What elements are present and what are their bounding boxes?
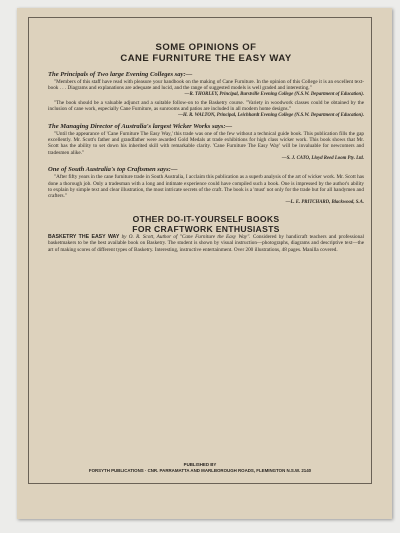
opinions-content: [48, 42, 364, 253]
publisher-footer: [28, 462, 372, 474]
main-title-line1: SOME OPINIONS OF: [155, 42, 257, 53]
book-description: Considered by handicraft teachers and professional basketmakers to be the best available book on Basketry. The student is shown by visual instruction—photographs, diagrams and descriptive text—the art of making scores of different types of Basketry. Interesting, instructive entertainment. Over 200 illustrations, 48 pages. Manilla covered.: [48, 233, 364, 253]
quote-cite: —R. THORLEY, Principal, Burstville Evening College (N.S.W. Department of Education).: [184, 91, 364, 97]
book-listing: [48, 234, 364, 253]
main-title-line2: CANE FURNITURE THE EASY WAY: [120, 53, 292, 64]
quote-text: "The book should be a valuable adjunct and a suitable follow-on to the Basketry course. "Variety in woodwork classes could be obtained by the inclusion of cane work, especially Cane Furniture, as sunrooms and patios are included in all modern home designs.": [48, 99, 364, 113]
quote-text: "Members of this staff have read with pleasure your handbook on the making of Cane Furniture. In the opinion of this College it is an excellent text-book . . . Diagrams and explanations are adequate and lucid, and the range of suggested models is well graded and interesting.": [48, 79, 364, 92]
published-by-label: PUBLISHED BY: [183, 462, 217, 467]
book-byline: by O. R. Scott, Author of "Cane Furniture the Easy Way".: [119, 233, 251, 240]
publisher-address: FORSYTH PUBLICATIONS · CNR. PARRAMATTA AND MARLBOROUGH ROADS, FLEMINGTON N.S.W. 2140: [88, 468, 312, 473]
quote-cite: —L. E. PRITCHARD, Blackwood, S.A.: [285, 199, 364, 205]
section-heading: The Managing Director of Australia's largest Wicker Works says:—: [48, 122, 233, 130]
opinion-section-3: [48, 166, 364, 206]
opinion-section-2: [48, 123, 364, 163]
quote-cite: —S. J. CATO, Lloyd Reed Loom Pty. Ltd.: [281, 156, 364, 162]
section-heading: One of South Australia's top Craftsmen says:—: [48, 166, 178, 174]
quote-text: "Until the appearance of 'Cane Furniture The Easy Way,' this trade was one of the few without a technical guide book. This publication fills the gap excellently. Mr. Scott's father and grandfather were awarded Gold Medals at trade exhibitions for high class wicker work. This book shows that Mr. Scott has the ability to set down his inherited skill with remarkable clarity. 'Cane Furniture The Easy Way' will be invaluable for newcomers and tradesmen alike.": [48, 130, 364, 156]
section-heading: The Principals of Two large Evening Colleges say:—: [48, 71, 193, 78]
opinion-section-1: [48, 71, 364, 119]
quote-text: "After fifty years in the cane furniture trade in South Australia, I acclaim this publication as a superb analysis of the art of wicker work. Mr. Scott has done a thorough job. Only a tradesman with a long and intimate experience could have compiled such a book. One is impressed by the author's ability to explain by simple text and clear illustration, the most intricate secrets of the craft. The book is a 'must' not only for the trade but for all handymen and crafters.": [48, 174, 364, 200]
other-books-title-line2: FOR CRAFTWORK ENTHUSIASTS: [132, 223, 280, 234]
book-title: BASKETRY THE EASY WAY: [48, 233, 120, 240]
quote-cite: —H. R. WALTON, Principal, Leichhardt Evening College (N.S.W. Department of Education).: [178, 112, 364, 118]
other-books-title-line1: OTHER DO-IT-YOURSELF BOOKS: [132, 213, 280, 224]
